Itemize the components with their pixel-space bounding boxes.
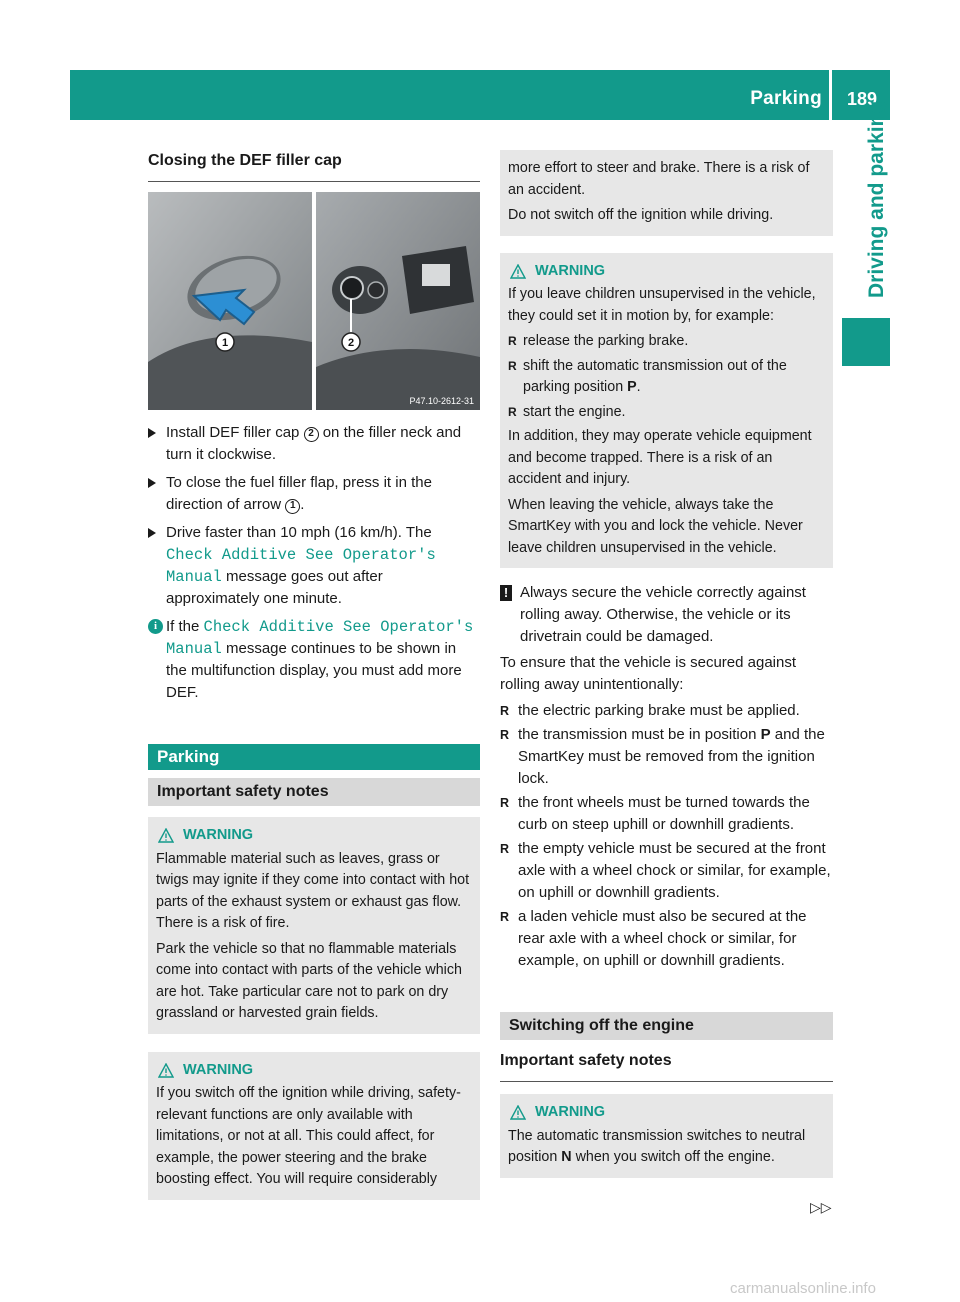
info-text: message continues to be shown in the multifunction display, you must add more DEF. (166, 640, 462, 701)
gear-position: P (627, 379, 637, 395)
step-text: . (300, 496, 305, 513)
watermark: carmanualsonline.info (730, 1280, 876, 1297)
info-text: If the (166, 618, 204, 635)
subheading-safety-notes: Important safety notes (500, 1050, 833, 1082)
step-text: Install DEF filler cap (166, 424, 304, 441)
step-install-cap (148, 422, 480, 466)
warning-label: WARNING (183, 827, 254, 843)
photo-label-1: 1 (221, 337, 229, 349)
warning-icon (158, 828, 174, 843)
warning-text: When leaving the vehicle, always take the SmartKey with you and lock the vehicle. Never leave children unsupervised in the vehicle. (508, 496, 803, 556)
exclamation-icon: ! (500, 585, 512, 601)
step-text: Drive faster than 10 mph (16 km/h). The (166, 524, 432, 541)
warning-label: WARNING (183, 1061, 254, 1078)
list-item: R start the engine. (508, 402, 825, 424)
step-arrow-icon (148, 478, 156, 488)
warning-box-ignition (148, 1052, 480, 1200)
list-item (500, 724, 833, 790)
warning-text: more effort to steer and brake. There is a risk of an accident. (508, 160, 810, 198)
list-item: R the empty vehicle must be secured at the front axle with a wheel chock or similar, for example, on uphill or downhill gradients. (500, 838, 833, 904)
step-arrow-icon (148, 528, 156, 538)
photo-label-2: 2 (347, 337, 355, 349)
page-section-title: Parking (750, 88, 822, 109)
photo-illustration (148, 192, 480, 410)
step-close-flap (148, 472, 480, 516)
subsection-safety-notes: Important safety notes (148, 778, 480, 806)
right-column (500, 150, 833, 1178)
warning-header (508, 261, 825, 283)
warning-header (508, 1102, 825, 1124)
warning-text: Do not switch off the ignition while driving. (508, 207, 774, 223)
page-number: 189 (847, 89, 878, 109)
warning-text: Park the vehicle so that no flammable materials come into contact with parts of the vehicle which are hot. Take particular care not to park on dry grassland or harvested grain fields. (156, 940, 462, 1021)
callout-2-icon: 2 (304, 427, 319, 442)
section-parking: Parking (148, 744, 480, 770)
list-item: R a laden vehicle must also be secured at the rear axle with a wheel chock or similar, for example, on uphill or downhill gradients. (500, 906, 833, 972)
warning-text (508, 1126, 825, 1169)
note-text: Always secure the vehicle correctly against rolling away. Otherwise, the vehicle or its drivetrain could be damaged. (520, 584, 806, 645)
list-item: R release the parking brake. (508, 331, 825, 353)
step-drive (148, 522, 480, 610)
gear-position: N (561, 1149, 572, 1165)
warning-icon (510, 1105, 526, 1120)
list-item (508, 356, 825, 399)
step-text: on the filler neck and turn it clockwise. (166, 424, 462, 463)
warning-header (156, 1060, 472, 1082)
chapter-marker (842, 318, 890, 366)
section-heading-def-cap: Closing the DEF filler cap (148, 150, 480, 182)
list-item-text: and the SmartKey must be removed from the ignition lock. (518, 726, 825, 787)
info-icon: i (148, 619, 163, 634)
warning-text: Flammable material such as leaves, grass or twigs may ignite if they come into contact with hot parts of the exhaust system or exhaust gas flow. There is a risk of fire. (156, 850, 470, 931)
warning-text: If you switch off the ignition while driving, safety-relevant functions are only available with limitations, or not at all. This could affect, for example, the power steering and the brake boosting effect. You will require considerably (156, 1085, 461, 1187)
warning-label: WARNING (535, 262, 606, 279)
list-item: R the electric parking brake must be applied. (500, 700, 833, 722)
list-item-text: the transmission must be in position (518, 726, 761, 743)
damage-note (500, 582, 833, 648)
warning-box-children (500, 253, 833, 569)
warning-text: In addition, they may operate vehicle equipment and become trapped. There is a risk of an accident and injury. (508, 428, 812, 487)
warning-label: WARNING (535, 1104, 606, 1120)
gear-position: P (760, 726, 771, 743)
warning-text: If you leave children unsupervised in the vehicle, they could set it in motion by, for example: (508, 286, 816, 324)
warning-box-ignition-continued (500, 150, 833, 236)
warning-text-part: The automatic transmission switches to neutral position (508, 1127, 806, 1165)
warning-icon (510, 264, 526, 279)
warning-header (156, 825, 472, 847)
warning-text-part: when you switch off the engine. (571, 1149, 775, 1165)
header-divider (829, 70, 832, 120)
def-filler-cap-photo (148, 192, 480, 410)
paragraph: To ensure that the vehicle is secured against rolling away unintentionally: (500, 654, 797, 693)
section-switching-off-engine: Switching off the engine (500, 1012, 833, 1040)
warning-icon (158, 1063, 174, 1078)
list-item-text: shift the automatic transmission out of the parking position (523, 357, 787, 395)
info-note (148, 616, 480, 704)
chapter-label: Driving and parking (865, 100, 888, 298)
continue-arrows-icon: ▷▷ (810, 1199, 832, 1215)
display-message: Check Additive See Operator's Manual (166, 618, 474, 658)
list-item-text: . (636, 379, 641, 395)
warning-box-fire (148, 817, 480, 1034)
step-text: To close the fuel filler flap, press it in the direction of arrow (166, 474, 432, 513)
list-item: R the front wheels must be turned towards the curb on steep uphill or downhill gradients. (500, 792, 833, 836)
warning-box-neutral (500, 1094, 833, 1178)
display-message: Check Additive See Operator's Manual (166, 546, 436, 586)
photo-code: P47.10-2612-31 (409, 396, 474, 406)
callout-1-icon: 1 (285, 499, 300, 514)
left-column (148, 150, 480, 1200)
step-arrow-icon (148, 428, 156, 438)
step-text: message goes out after approximately one minute. (166, 568, 383, 607)
